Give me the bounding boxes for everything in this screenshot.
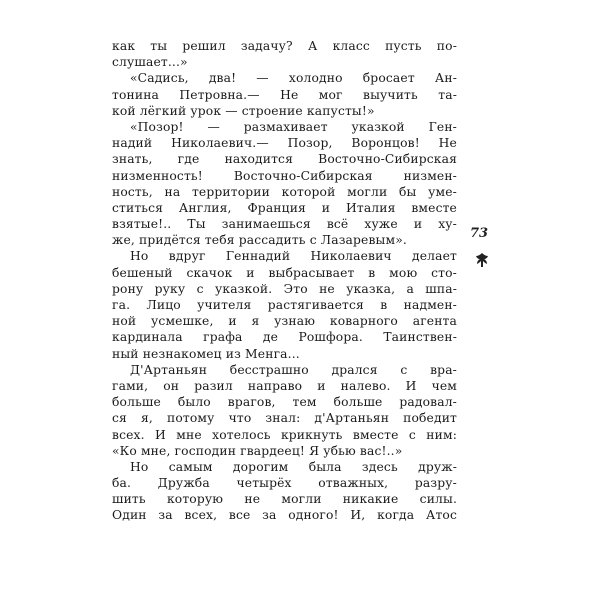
text-line: всех. И мне хотелось крикнуть вместе с ним: [112, 427, 457, 442]
text-line: «Позор! — размахивает указкой Ген- [130, 119, 457, 134]
text-line: знать, где находится Восточно-Сибирская [112, 152, 457, 167]
text-line: Д'Артаньян бесстрашно дрался с вра- [130, 362, 457, 377]
text-line: взятые!.. Ты занимаешься всё хуже и ху- [112, 217, 457, 232]
text-line: Но самым дорогим была здесь друж- [130, 459, 457, 474]
text-line: кардинала графа де Рошфора. Таинствен- [112, 330, 457, 345]
text-line: рону руку с указкой. Это не указка, а шпа- [112, 281, 457, 296]
text-line: ность, на территории которой могли бы уме- [112, 184, 457, 199]
text-line: больше было врагов, тем больше радовал- [112, 395, 457, 410]
text-line: Один за всех, все за одного! И, когда Атос [112, 508, 457, 523]
text-line: ный незнакомец из Менга... [112, 346, 300, 361]
text-line: бешеный скачок и выбрасывает в мою сто- [112, 265, 457, 280]
text-line: «Ко мне, господин гвардеец! Я убью вас!..» [112, 443, 403, 458]
text-line: га. Лицо учителя растягивается в надмен- [112, 298, 457, 312]
text-line: тонина Петровна.— Не мог выучить та- [112, 87, 457, 102]
text-line: как ты решил задачу? А класс пусть по- [112, 39, 457, 53]
text-line: гами, он разил направо и налево. И чем [112, 378, 457, 393]
page-number: 73 [470, 226, 489, 241]
body-text [112, 38, 457, 524]
text-line: кой лёгкий урок — строение капусты!» [112, 103, 375, 118]
text-line: же, придётся тебя рассадить с Лазаревым». [112, 233, 407, 248]
text-line: надий Николаевич.— Позор, Воронцов! Не [112, 136, 457, 151]
text-line: «Садись, два! — холодно бросает Ан- [130, 71, 457, 86]
text-line: ся я, потому что знал: д'Артаньян победит [112, 411, 457, 426]
text-line: ба. Дружба четырёх отважных, разру- [112, 476, 457, 491]
leaf-ornament-icon [474, 252, 490, 268]
text-line: ной усмешке, и я узнаю коварного агента [112, 314, 457, 329]
text-line: ститься Англия, Франция и Италия вместе [112, 200, 457, 215]
text-line: шить которую не могли никакие силы. [112, 492, 457, 507]
text-line: Но вдруг Геннадий Николаевич делает [130, 249, 457, 264]
text-line: низменность! Восточно-Сибирская низмен- [112, 168, 457, 183]
text-line: слушает...» [112, 55, 188, 70]
